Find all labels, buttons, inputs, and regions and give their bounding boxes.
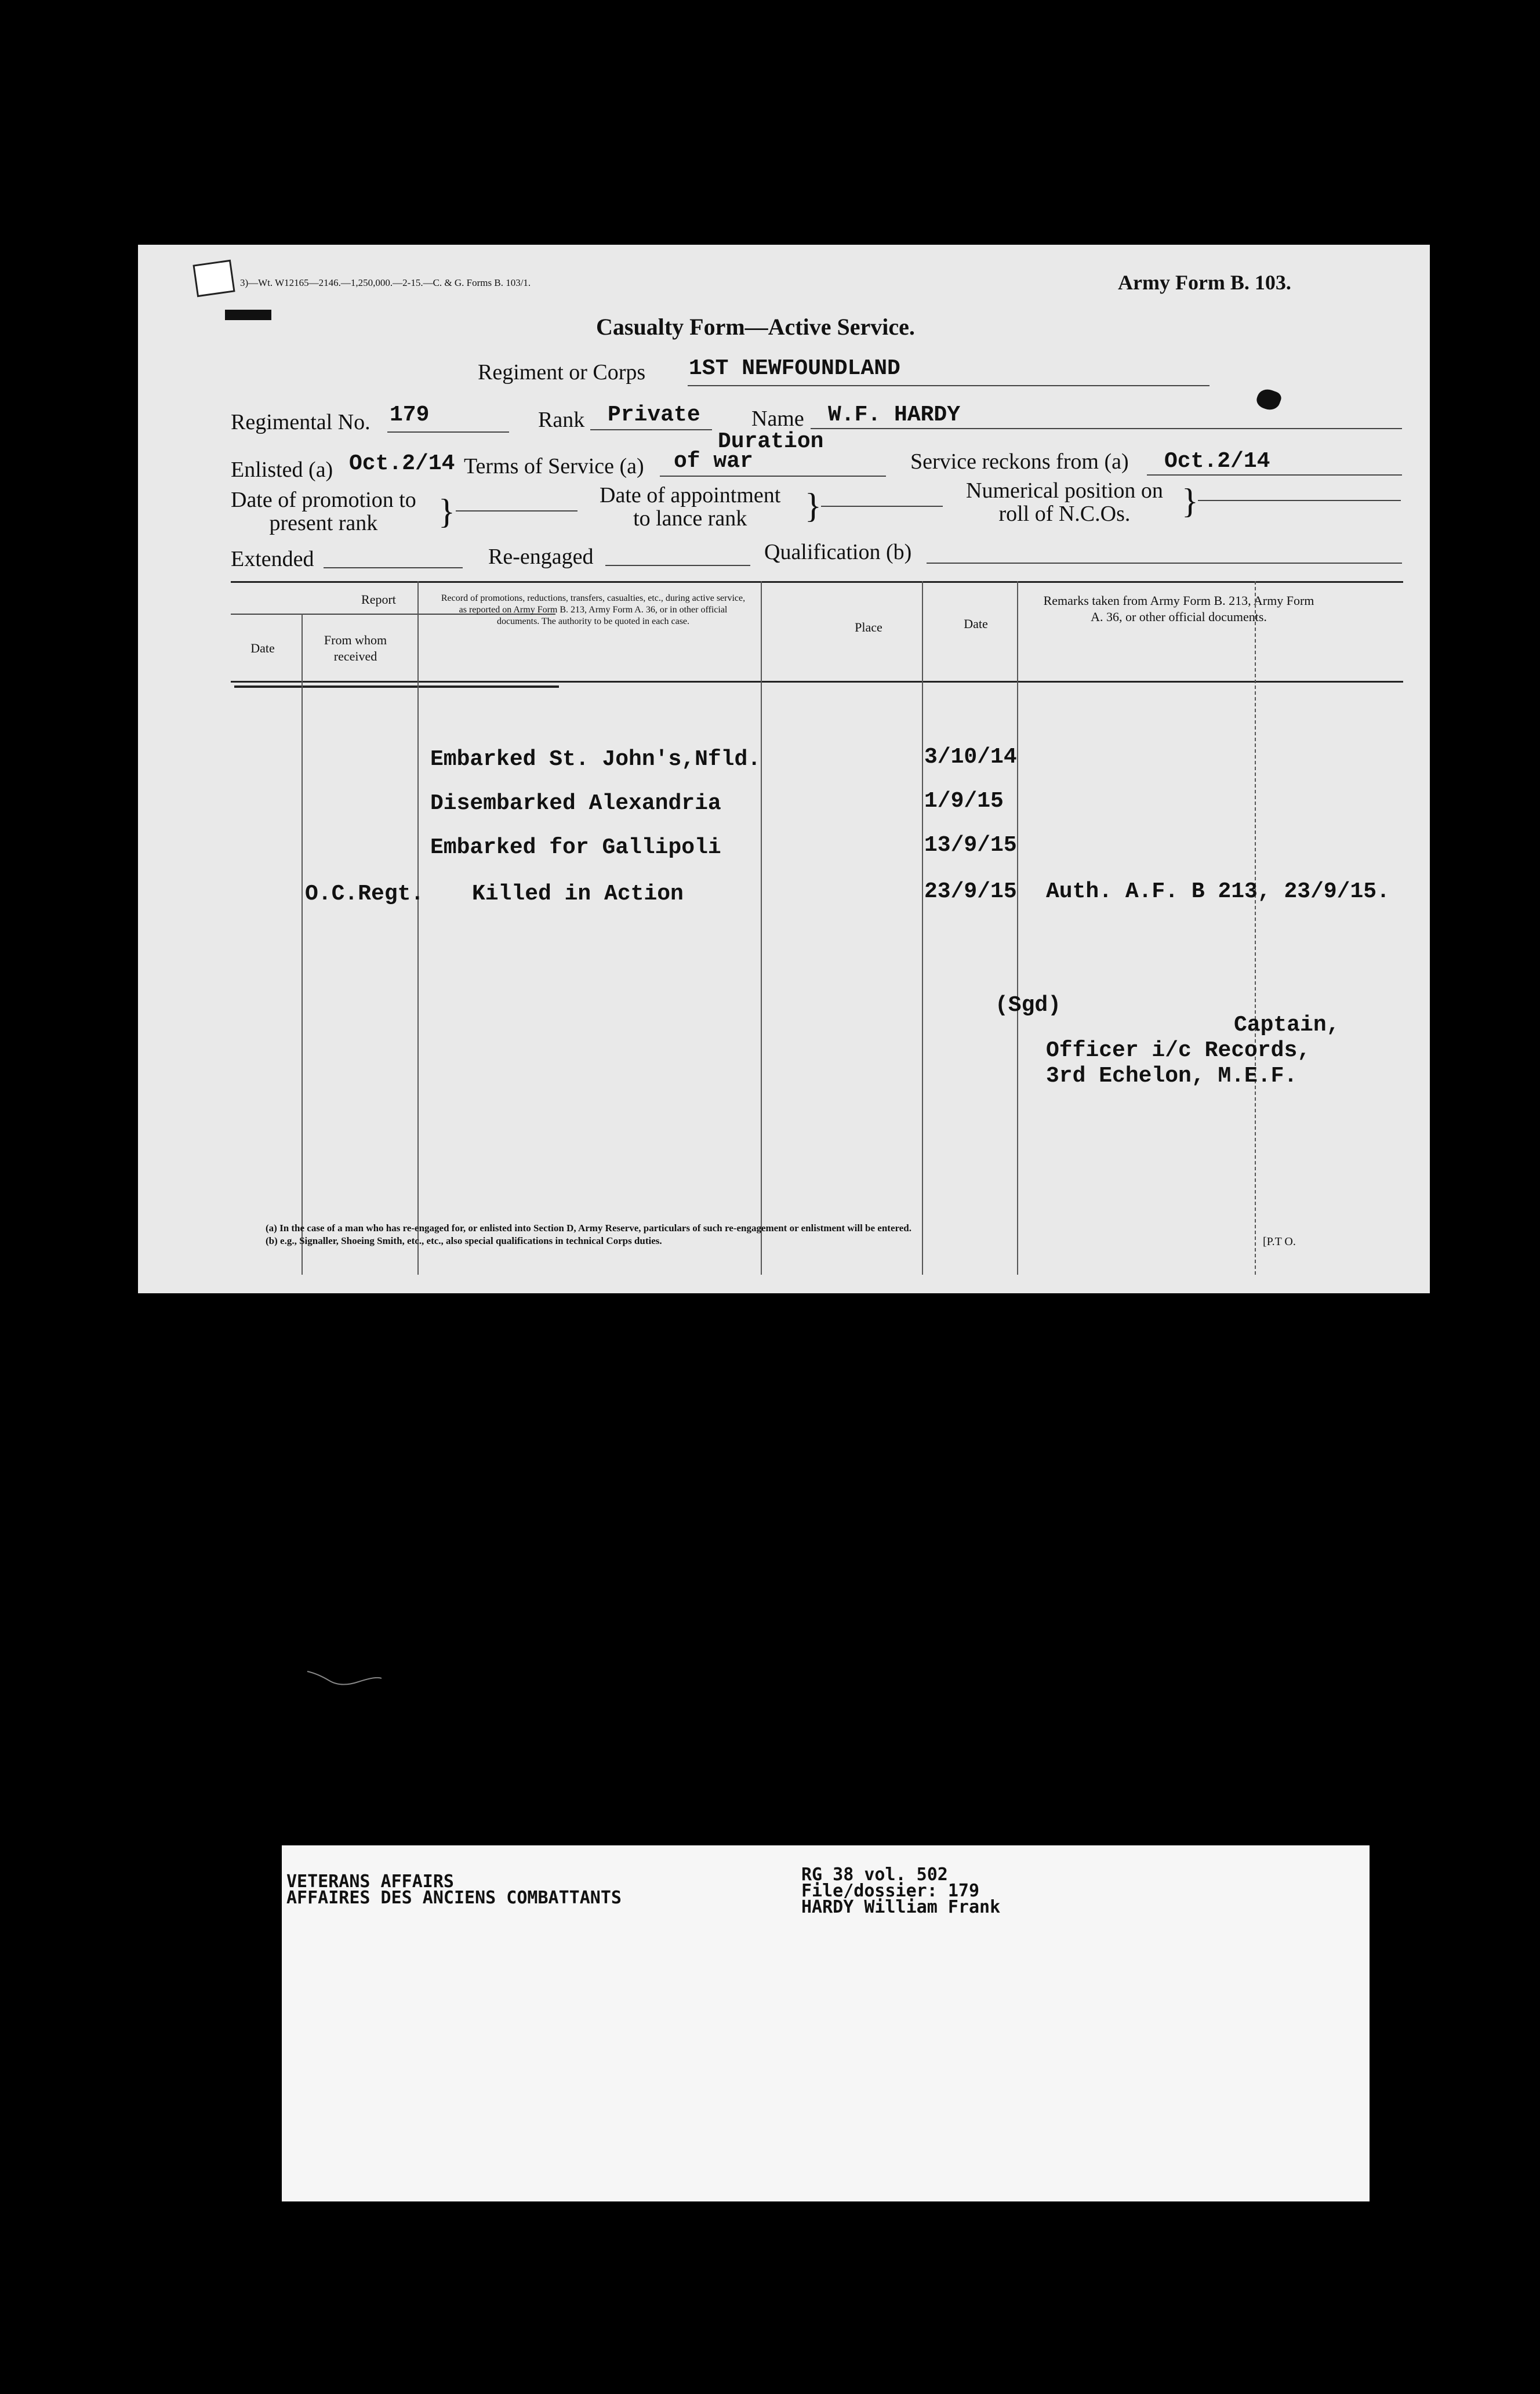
date-entry-4: 23/9/15 (924, 879, 1017, 904)
appointment-label-line1: Date of appointment (600, 483, 781, 507)
col-divider (761, 581, 762, 1275)
print-info: 3)—Wt. W12165—2146.—1,250,000.—2-15.—C. & G. Forms B. 103/1. (240, 277, 531, 288)
name-line (811, 428, 1402, 429)
brace: } (805, 487, 822, 525)
stamp-file: File/dossier: 179 (801, 1881, 980, 1901)
reckons-label: Service reckons from (a) (910, 449, 1129, 474)
stray-mark (306, 1669, 387, 1686)
header-date2: Date (964, 616, 988, 631)
table-header-rule (231, 681, 1403, 683)
reckons-line (1147, 474, 1402, 476)
header-date: Date (250, 641, 275, 655)
record-entry-1: Embarked St. John's,Nfld. (430, 747, 761, 772)
header-report: Report (361, 592, 396, 607)
signature-line1: Captain, (1234, 1013, 1340, 1038)
reengaged-line (605, 565, 750, 566)
stamp-line2: AFFAIRES DES ANCIENS COMBATTANTS (286, 1888, 622, 1908)
qualification-label: Qualification (b) (764, 540, 912, 564)
stamp-rg: RG 38 vol. 502 (801, 1865, 948, 1885)
promotion-label (231, 488, 416, 535)
promotion-line (456, 510, 578, 512)
record-entry-3: Embarked for Gallipoli (430, 835, 721, 860)
header-remarks: Remarks taken from Army Form B. 213, Army Form A. 36, or other official documents. (1043, 593, 1314, 624)
regimental-no-line (387, 431, 509, 433)
col-divider (302, 614, 303, 1275)
footnote-a: (a) In the case of a man who has re-engaged for, or enlisted into Section D, Army Reserve, particulars of such re-engagement or enlistment will be entered. (266, 1223, 911, 1234)
signature-line2: Officer i/c Records, (1046, 1038, 1311, 1063)
enlisted-label: Enlisted (a) (231, 458, 333, 482)
numerical-line (1198, 500, 1401, 501)
header-record: Record of promotions, reductions, transfers, casualties, etc., during active service, as reported on Army Form B. 213, Army Form A. 36, or in other official documents. The authority to be quoted in each case. (441, 593, 746, 626)
terms-label: Terms of Service (a) (464, 454, 644, 478)
col-divider (417, 581, 419, 1275)
reengaged-label: Re-engaged (488, 545, 594, 569)
casualty-form (138, 245, 1430, 1293)
table-header-rule-thick (234, 685, 559, 688)
signature-line3: 3rd Echelon, M.E.F. (1046, 1064, 1298, 1089)
extended-line (324, 567, 463, 568)
date-entry-1: 3/10/14 (924, 745, 1017, 770)
form-title: Casualty Form—Active Service. (596, 314, 915, 340)
extended-label: Extended (231, 547, 314, 571)
numerical-label (966, 479, 1163, 525)
regiment-value: 1ST NEWFOUNDLAND (689, 356, 900, 381)
appointment-label-line2: to lance rank (633, 506, 747, 531)
col-divider (922, 581, 923, 1275)
record-entry-4: Killed in Action (472, 882, 684, 906)
name-value: W.F. HARDY (828, 402, 961, 427)
header-place: Place (855, 620, 882, 634)
appointment-label (600, 484, 780, 530)
record-entry-2: Disembarked Alexandria (430, 791, 721, 816)
table-top-rule (231, 581, 1403, 583)
date-entry-2: 1/9/15 (924, 789, 1004, 814)
terms-value-of-war: of war (674, 449, 753, 474)
promotion-label-line2: present rank (269, 511, 378, 535)
brace: } (1182, 482, 1198, 520)
signature-sgd: (Sgd) (995, 993, 1062, 1018)
qualification-line (927, 563, 1402, 564)
stamp-line1: VETERANS AFFAIRS (286, 1871, 454, 1892)
promotion-label-line1: Date of promotion to (231, 488, 416, 512)
from-whom-entry-4: O.C.Regt. (305, 882, 424, 906)
terms-line (660, 476, 886, 477)
footnote-b: (b) e.g., Signaller, Shoeing Smith, etc., etc., also special qualifications in technical Corps duties. (266, 1235, 662, 1246)
ink-mark (1254, 386, 1283, 413)
regiment-line (688, 385, 1210, 386)
appointment-line (821, 506, 943, 507)
rank-label: Rank (538, 408, 585, 432)
archive-stamp-card (282, 1845, 1370, 2201)
pto-mark: [P.T O. (1263, 1235, 1296, 1248)
army-form-number: Army Form B. 103. (1118, 271, 1291, 294)
ink-blot (225, 310, 271, 320)
col-divider (1255, 581, 1256, 1275)
brace: } (438, 492, 455, 531)
remarks-entry-4: Auth. A.F. B 213, 23/9/15. (1046, 879, 1390, 904)
rank-line (590, 429, 712, 430)
enlisted-value: Oct.2/14 (349, 451, 455, 476)
reckons-value: Oct.2/14 (1164, 449, 1270, 474)
header-from-whom: From whom received (324, 633, 387, 663)
stamp-name: HARDY William Frank (801, 1897, 1001, 1917)
date-entry-3: 13/9/15 (924, 833, 1017, 858)
terms-value-duration: Duration (718, 429, 824, 454)
numerical-label-line2: roll of N.C.Os. (998, 502, 1131, 526)
regimental-no-label: Regimental No. (231, 410, 371, 434)
torn-corner-mark (192, 260, 235, 298)
regimental-no-value: 179 (390, 402, 430, 427)
rank-value: Private (608, 402, 700, 427)
col-divider (1017, 581, 1018, 1275)
name-label: Name (751, 407, 804, 431)
numerical-label-line1: Numerical position on (966, 478, 1163, 503)
regiment-label: Regiment or Corps (478, 360, 646, 385)
